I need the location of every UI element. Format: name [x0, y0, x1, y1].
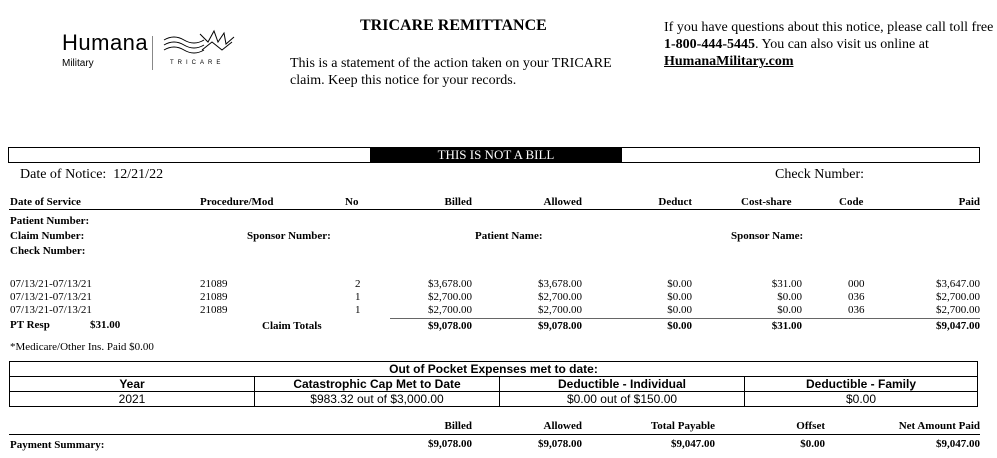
col-paid: Paid	[958, 196, 980, 208]
line-date: 07/13/21-07/13/21	[10, 304, 92, 316]
patient-name-label: Patient Name:	[475, 230, 543, 242]
line-procedure: 21089	[200, 278, 228, 290]
line-date: 07/13/21-07/13/21	[10, 278, 92, 290]
col-code: Code	[839, 196, 864, 208]
contact-info	[664, 19, 994, 70]
line-allowed: $3,678.00	[538, 278, 582, 290]
summary-header-offset: Offset	[796, 420, 825, 432]
line-allowed: $2,700.00	[538, 304, 582, 316]
oop-header-catastrophic: Catastrophic Cap Met to Date	[255, 377, 500, 392]
line-no: 1	[355, 291, 361, 303]
line-cost-share: $31.00	[771, 278, 802, 290]
summary-header-allowed: Allowed	[543, 420, 582, 432]
oop-title: Out of Pocket Expenses met to date:	[10, 362, 978, 377]
col-no: No	[345, 196, 359, 208]
pt-resp-label: PT Resp	[10, 319, 50, 331]
patient-number-label: Patient Number:	[10, 215, 90, 227]
claim-totals-label: Claim Totals	[262, 320, 322, 332]
tricare-eagle-icon	[162, 28, 242, 58]
not-a-bill-banner: THIS IS NOT A BILL	[370, 147, 622, 162]
total-paid: $9,047.00	[936, 320, 980, 332]
claim-check-number-label: Check Number:	[10, 245, 86, 257]
col-date-of-service: Date of Service	[10, 196, 81, 208]
col-allowed: Allowed	[543, 196, 582, 208]
line-no: 1	[355, 304, 361, 316]
summary-total-payable: $9,047.00	[671, 438, 715, 450]
line-procedure: 21089	[200, 291, 228, 303]
line-date: 07/13/21-07/13/21	[10, 291, 92, 303]
header-rule	[9, 209, 980, 210]
summary-rule	[9, 434, 980, 435]
oop-header-year: Year	[10, 377, 255, 392]
line-procedure: 21089	[200, 304, 228, 316]
total-billed: $9,078.00	[428, 320, 472, 332]
line-paid: $2,700.00	[936, 304, 980, 316]
oop-header-deductible-individual: Deductible - Individual	[500, 377, 745, 392]
oop-year: 2021	[10, 392, 255, 407]
line-deduct: $0.00	[667, 304, 692, 316]
oop-deductible-individual: $0.00 out of $150.00	[500, 392, 745, 407]
line-cost-share: $0.00	[777, 304, 802, 316]
col-deduct: Deduct	[658, 196, 692, 208]
notice-date-value: 12/21/22	[113, 167, 164, 182]
line-billed: $2,700.00	[428, 291, 472, 303]
total-cost-share: $31.00	[771, 320, 802, 332]
line-paid: $2,700.00	[936, 291, 980, 303]
contact-prefix: If you have questions about this notice, please call toll free	[664, 20, 994, 35]
claim-number-label: Claim Number:	[10, 230, 85, 242]
tricare-logo: TRICARE	[170, 60, 225, 66]
line-code: 000	[848, 278, 865, 290]
line-allowed: $2,700.00	[538, 291, 582, 303]
line-deduct: $0.00	[667, 278, 692, 290]
logo-divider	[152, 36, 153, 70]
summary-header-billed: Billed	[444, 420, 472, 432]
total-allowed: $9,078.00	[538, 320, 582, 332]
line-billed: $2,700.00	[428, 304, 472, 316]
contact-mid: . You can also visit us online at	[755, 37, 929, 52]
line-deduct: $0.00	[667, 291, 692, 303]
col-cost-share: Cost-share	[741, 196, 792, 208]
totals-rule	[390, 318, 980, 319]
line-paid: $3,647.00	[936, 278, 980, 290]
medicare-note: *Medicare/Other Ins. Paid $0.00	[10, 341, 154, 353]
humana-logo: Humana	[62, 30, 149, 55]
oop-header-deductible-family: Deductible - Family	[745, 377, 978, 392]
notice-date-label: Date of Notice:	[20, 167, 107, 182]
summary-header-total-payable: Total Payable	[650, 420, 715, 432]
oop-deductible-family: $0.00	[745, 392, 978, 407]
line-billed: $3,678.00	[428, 278, 472, 290]
summary-net: $9,047.00	[936, 438, 980, 450]
sponsor-number-label: Sponsor Number:	[247, 230, 331, 242]
summary-allowed: $9,078.00	[538, 438, 582, 450]
sponsor-name-label: Sponsor Name:	[731, 230, 804, 242]
col-billed: Billed	[444, 196, 472, 208]
summary-header-net: Net Amount Paid	[898, 420, 980, 432]
oop-catastrophic: $983.32 out of $3,000.00	[255, 392, 500, 407]
col-procedure: Procedure/Mod	[200, 196, 274, 208]
line-code: 036	[848, 291, 865, 303]
contact-phone: 1-800-444-5445	[664, 37, 755, 52]
page-title: TRICARE REMITTANCE	[360, 17, 547, 34]
line-no: 2	[355, 278, 361, 290]
total-deduct: $0.00	[667, 320, 692, 332]
summary-billed: $9,078.00	[428, 438, 472, 450]
contact-website-link[interactable]: HumanaMilitary.com	[664, 54, 794, 69]
check-number-label: Check Number:	[775, 167, 865, 182]
humana-military-label: Military	[62, 58, 94, 69]
pt-resp-value: $31.00	[90, 319, 121, 331]
line-code: 036	[848, 304, 865, 316]
statement-text: This is a statement of the action taken on your TRICARE claim. Keep this notice for your records.	[290, 56, 612, 88]
payment-summary-label: Payment Summary:	[10, 439, 105, 451]
line-cost-share: $0.00	[777, 291, 802, 303]
summary-offset: $0.00	[800, 438, 825, 450]
out-of-pocket-table	[9, 361, 978, 407]
notice-date	[20, 167, 163, 183]
